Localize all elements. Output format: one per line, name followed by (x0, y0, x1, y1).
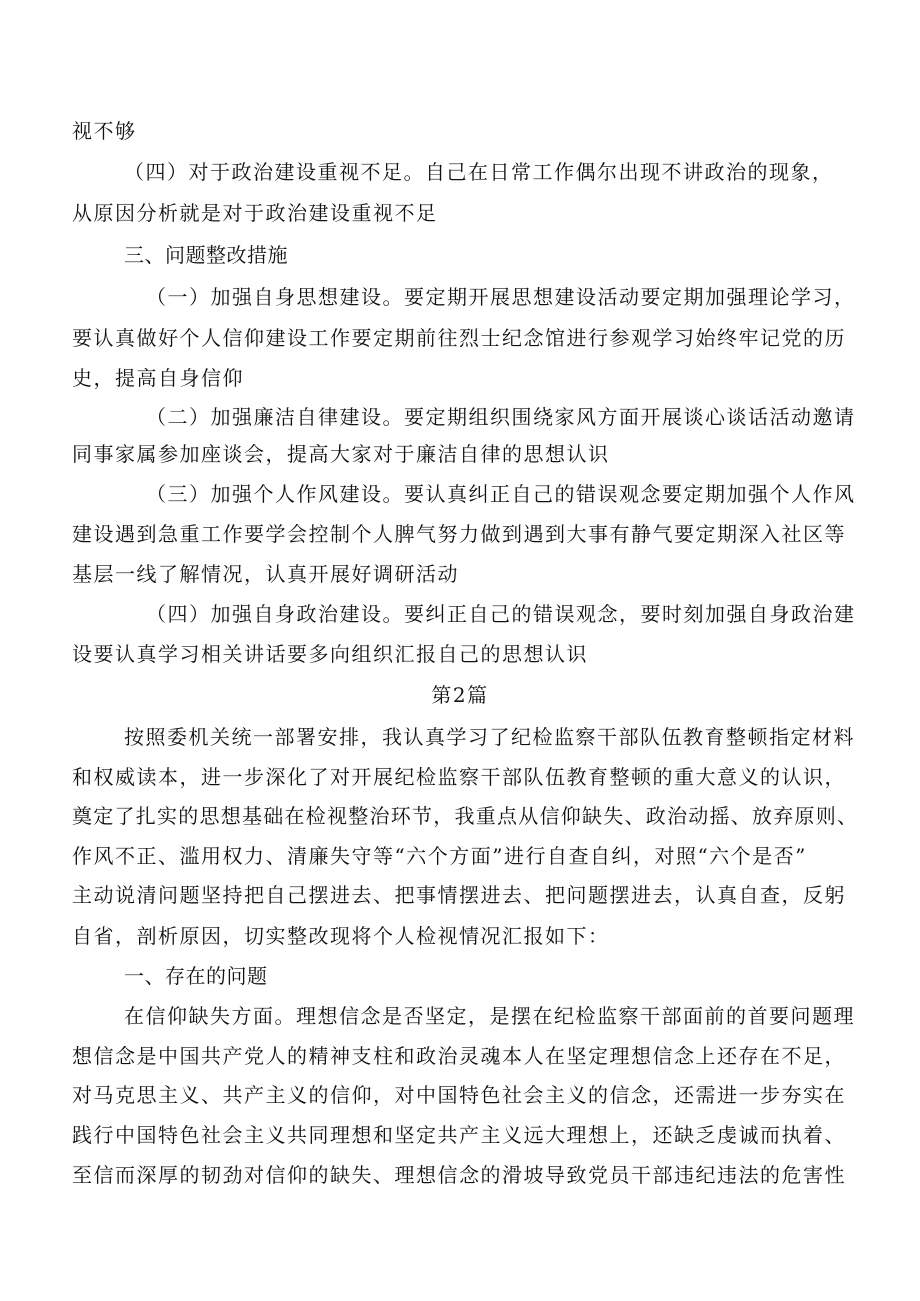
text-line: 从原因分析就是对于政治建设重视不足 (72, 201, 438, 225)
article-title: 第2篇 (431, 683, 489, 707)
text-line: 要认真做好个人信仰建设工作要定期前往烈士纪念馆进行参观学习始终牢记党的历 (72, 326, 846, 350)
text-line: 在信仰缺失方面。理想信念是否坚定，是摆在纪检监察干部面前的首要问题理 (124, 1004, 855, 1028)
text-line: 同事家属参加座谈会，提高大家对于廉洁自律的思想认识 (72, 442, 610, 466)
text-line: 奠定了扎实的思想基础在检视整治环节，我重点从信仰缺失、政治动摇、放弃原则、 (72, 804, 859, 828)
text-line: 基层一线了解情况，认真开展好调研活动 (72, 562, 459, 586)
text-line: （一）加强自身思想建设。要定期开展思想建设活动要定期加强理论学习， (146, 285, 856, 309)
text-line: （四）加强自身政治建设。要纠正自己的错误观念，要时刻加强自身政治建 (146, 602, 856, 626)
text-line: 想信念是中国共产党人的精神支柱和政治灵魂本人在坚定理想信念上还存在不足， (72, 1044, 846, 1068)
text-line: 践行中国特色社会主义共同理想和坚定共产主义远大理想上，还缺乏虔诚而执着、 (72, 1123, 846, 1147)
text-line: 至信而深厚的韧劲对信仰的缺失、理想信念的滑坡导致党员干部违纪违法的危害性 (72, 1163, 846, 1187)
text-line: 自省，剖析原因，切实整改现将个人检视情况汇报如下： (72, 924, 610, 948)
text-line: 史，提高自身信仰 (72, 366, 244, 390)
text-line: （三）加强个人作风建设。要认真纠正自己的错误观念要定期加强个人作风 (146, 482, 856, 506)
text-line: 主动说清问题坚持把自己摆进去、把事情摆进去、把问题摆进去，认真自查，反躬 (72, 883, 846, 907)
text-line: （四）对于政治建设重视不足。自己在日常工作偶尔出现不讲政治的现象， (124, 160, 834, 184)
text-line: 和权威读本，进一步深化了对开展纪检监察干部队伍教育整顿的重大意义的认识， (72, 765, 846, 789)
text-line: 对马克思主义、共产主义的信仰，对中国特色社会主义的信念，还需进一步夯实在 (72, 1083, 846, 1107)
text-line: 设要认真学习相关讲话要多向组织汇报自己的思想认识 (72, 642, 588, 666)
section-heading: 三、问题整改措施 (124, 243, 288, 267)
text-line: （二）加强廉洁自律建设。要定期组织围绕家风方面开展谈心谈话活动邀请 (146, 405, 856, 429)
text-line: 视不够 (72, 119, 137, 143)
section-heading: 一、存在的问题 (124, 964, 268, 988)
text-line: 作风不正、滥用权力、清廉失守等“六个方面”进行自查自纠，对照“六个是否” (72, 844, 807, 868)
text-line: 建设遇到急重工作要学会控制个人脾气努力做到遇到大事有静气要定期深入社区等 (72, 522, 846, 546)
text-line: 按照委机关统一部署安排，我认真学习了纪检监察干部队伍教育整顿指定材料 (124, 725, 855, 749)
